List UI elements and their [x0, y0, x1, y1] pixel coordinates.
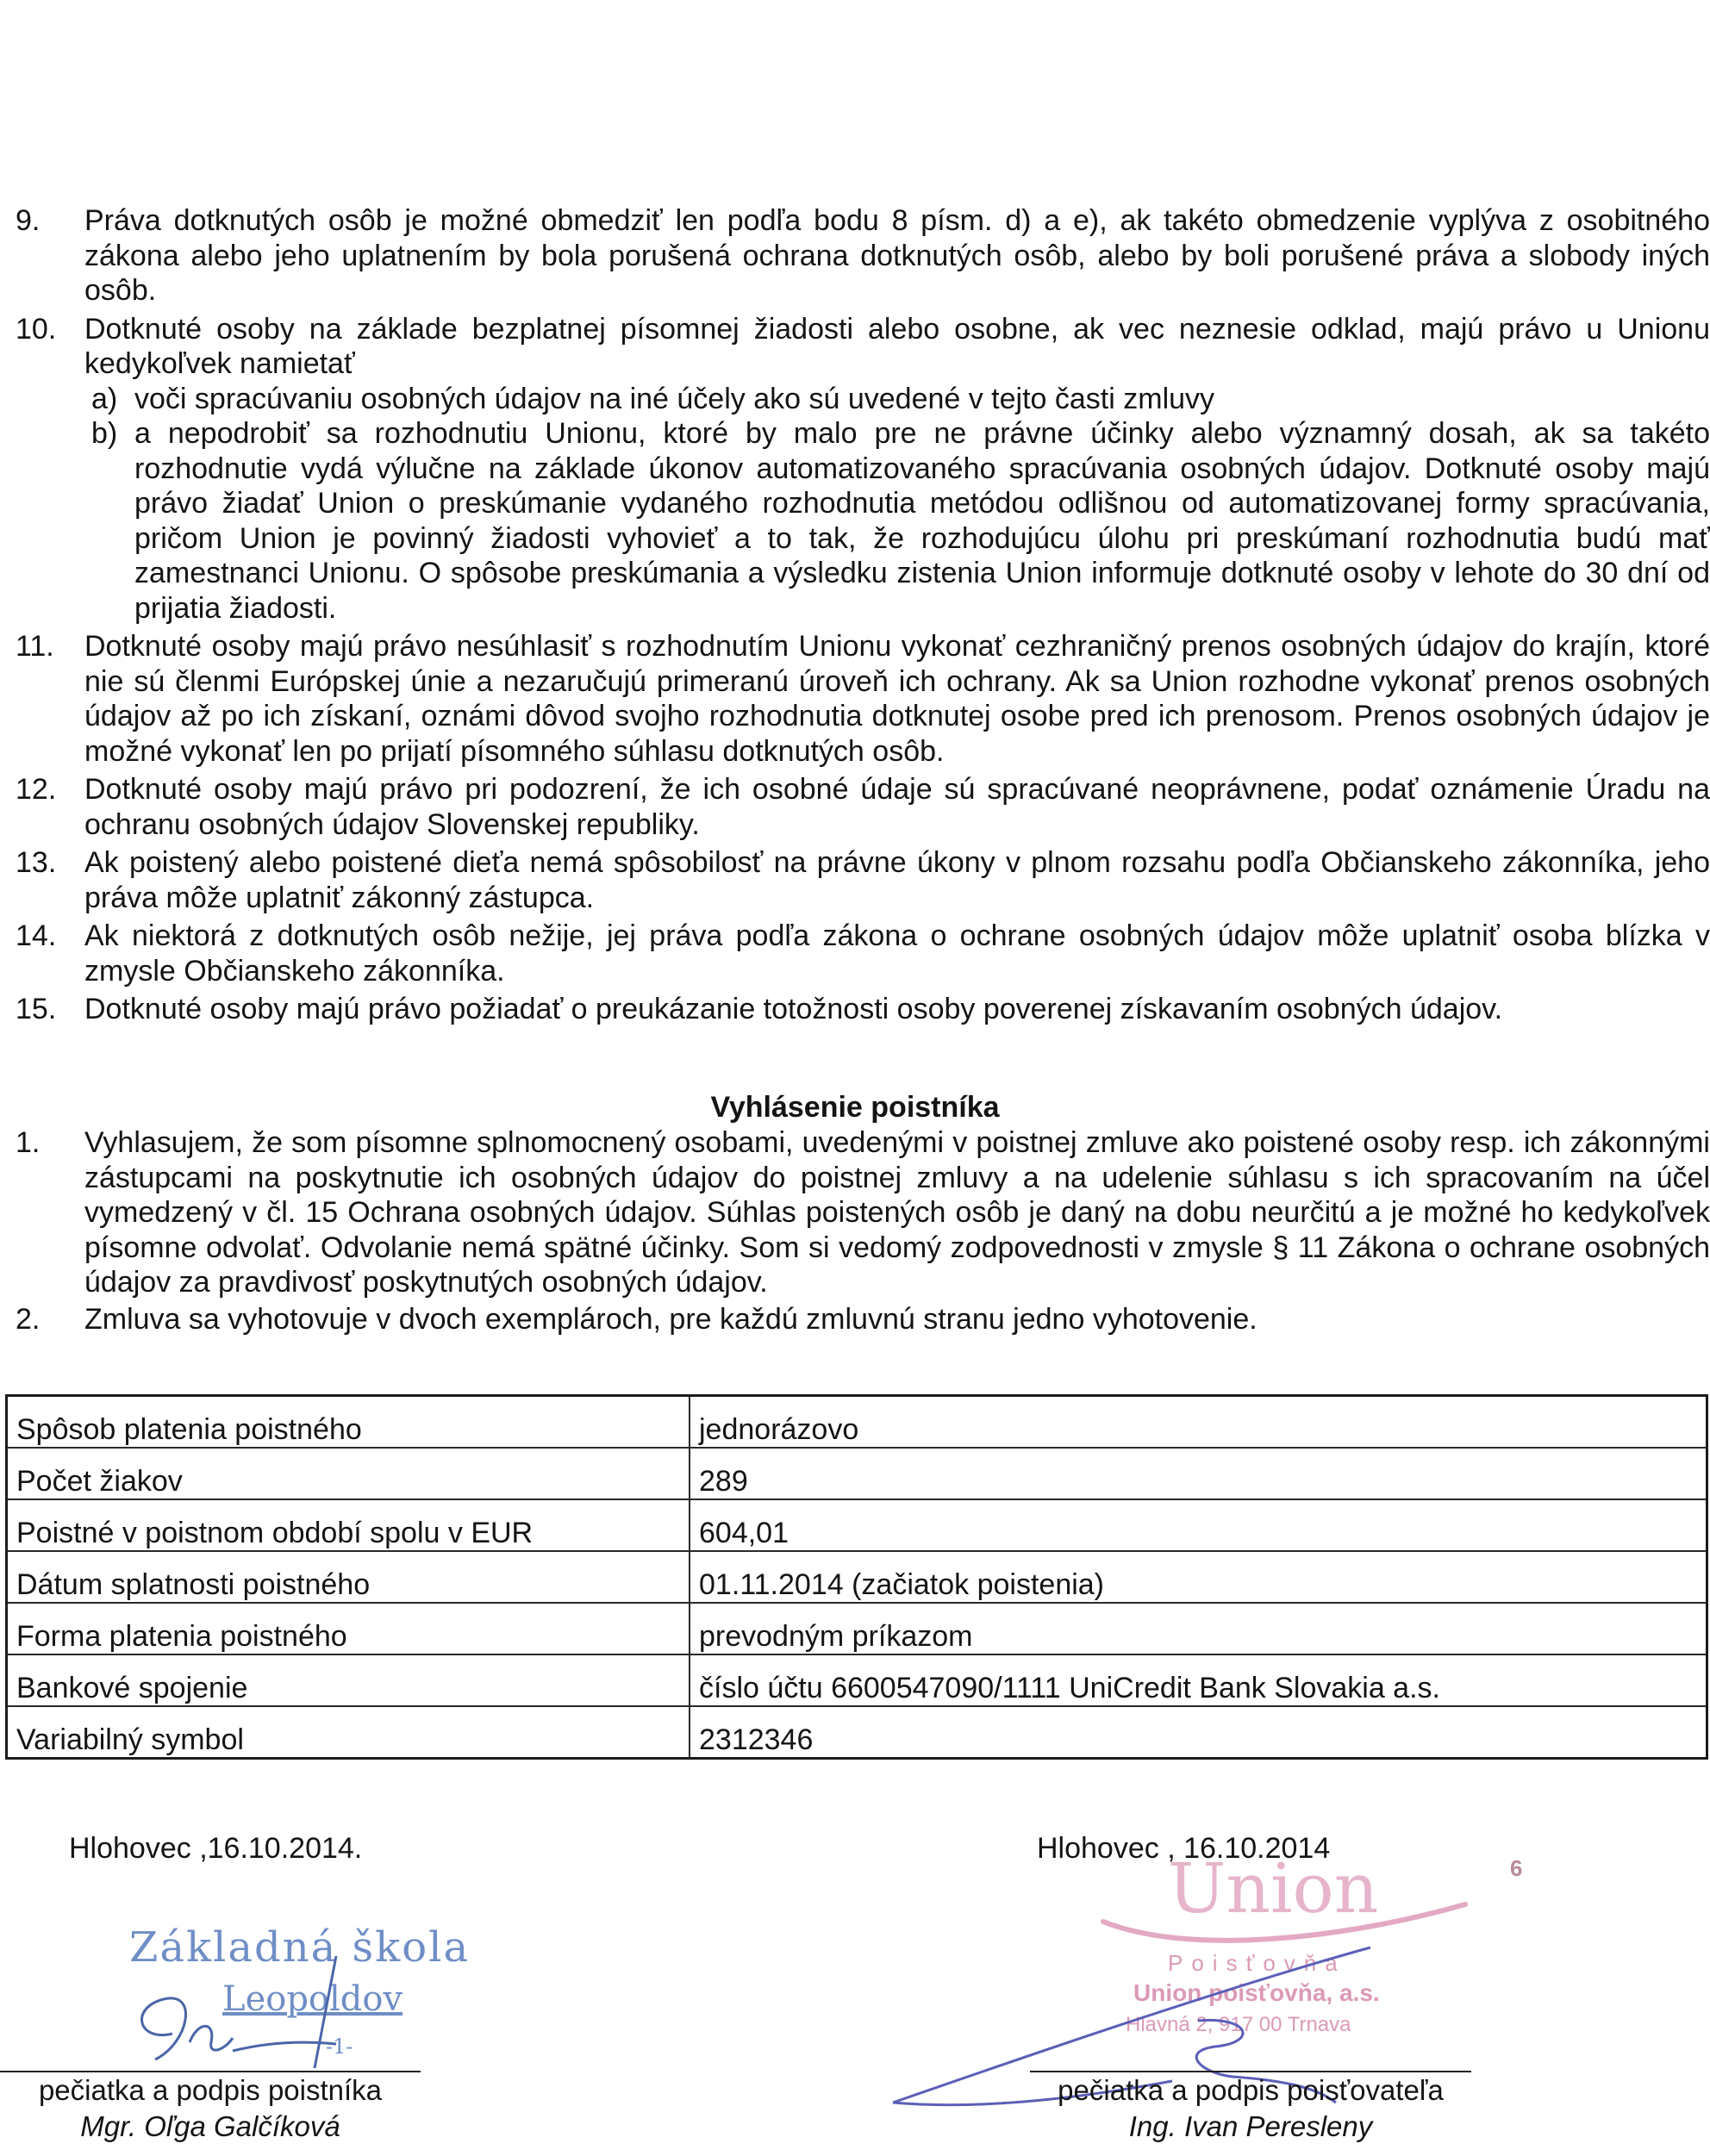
item-number: 13.	[16, 846, 57, 879]
item-text: Dotknuté osoby majú právo požiadať o preukázanie totožnosti osoby poverenej získavaním osobných údajov.	[84, 993, 1503, 1025]
list-item	[16, 1125, 1710, 1300]
union-stamp-line: Union poisťovňa, a.s.	[1133, 1979, 1380, 2006]
table-value-cell: 01.11.2014 (začiatok poistenia)	[690, 1551, 1707, 1603]
data-subject-rights-list	[16, 203, 1710, 1031]
table-row	[7, 1551, 1707, 1603]
item-text: Zmluva sa vyhotovuje v dvoch exemplároch, pre každú zmluvnú stranu jedno vyhotovenie.	[84, 1302, 1258, 1336]
page-number: 6	[1510, 1855, 1523, 1881]
item-number: 14.	[16, 919, 57, 952]
list-item	[16, 1302, 1710, 1337]
table-row	[7, 1654, 1707, 1706]
list-item	[16, 629, 1710, 769]
table-value-cell: 604,01	[690, 1499, 1707, 1551]
table-label-cell: Spôsob platenia poistného	[7, 1396, 690, 1449]
table-row	[7, 1603, 1707, 1654]
list-item	[16, 919, 1710, 988]
declaration-list	[16, 1125, 1710, 1338]
table-row	[7, 1396, 1707, 1449]
school-stamp-line: Základná škola	[129, 1923, 471, 1972]
table-label-cell: Počet žiakov	[7, 1448, 690, 1499]
item-text: Dotknuté osoby na základe bezplatnej písomnej žiadosti alebo osobne, ak vec neznesie odklad, majú právo u Unionu kedykoľvek namietať	[84, 312, 1710, 380]
table-value-cell: 2312346	[690, 1706, 1707, 1759]
table-value-cell: prevodným príkazom	[690, 1603, 1707, 1654]
sub-item-letter: b)	[91, 417, 118, 450]
policyholder-signature	[103, 1939, 414, 2077]
sub-item-text: a nepodrobiť sa rozhodnutiu Unionu, ktoré by malo pre ne právne účinky alebo významný dosah, ak sa takéto rozhodnutie vydá výlučne na základe úkonov automatizovaného spracúvania osobných údajov. Dotknuté osoby majú právo žiadať Union o preskúmanie vydaného rozhodnutia metódou odlišnou od automatizovanej formy spracúvania, pričom Union je povinný žiadosti vyhovieť a to tak, že rozhodujúcu úlohu pri preskúmaní rozhodnutia budú mať zamestnanci Unionu. O spôsobe preskúmania a výsledku zistenia Union informuje dotknuté osoby v lehote do 30 dní od prijatia žiadosti.	[134, 417, 1710, 625]
table-label-cell: Poistné v poistnom období spolu v EUR	[7, 1499, 690, 1551]
table-label-cell: Bankové spojenie	[7, 1654, 690, 1706]
item-text: Dotknuté osoby majú právo nesúhlasiť s rozhodnutím Unionu vykonať cezhraničný prenos osobných údajov do krajín, ktoré nie sú členmi Európskej únie a nezaručujú primeranú úroveň ich ochrany. Ak sa Union rozhodne vykonať prenos osobných údajov až po ich získaní, oznámi dôvod svojho rozhodnutia dotknutej osobe pred ich prenosom. Prenos osobných údajov je možné vykonať len po prijatí písomného súhlasu dotknutých osôb.	[84, 630, 1710, 768]
list-item	[16, 203, 1710, 308]
table-label-cell: Variabilný symbol	[7, 1706, 690, 1759]
sub-item-text: voči spracúvaniu osobných údajov na iné účely ako sú uvedené v tejto časti zmluvy	[134, 382, 1215, 415]
table-row	[7, 1499, 1707, 1551]
item-number: 10.	[16, 312, 57, 346]
insurer-signature-label: pečiatka a podpis poisťovateľa	[1058, 2074, 1444, 2106]
item-text: Dotknuté osoby majú právo pri podozrení, že ich osobné údaje sú spracúvané neoprávnene, podať oznámenie Úradu na ochranu osobných údajov Slovenskej republiky.	[84, 773, 1710, 841]
table-label-cell: Dátum splatnosti poistného	[7, 1551, 690, 1603]
insurer-place-date: Hlohovec , 16.10.2014	[1037, 1832, 1331, 1865]
sub-list-item	[84, 382, 1710, 417]
insurer-name: Ing. Ivan Peresleny	[1128, 2110, 1373, 2142]
school-stamp-line: Leopoldov	[222, 1979, 403, 2019]
item-text: Práva dotknutých osôb je možné obmedziť len podľa bodu 8 písm. d) a e), ak takéto obmedzenie vyplýva z osobitného zákona alebo jeho uplatnením by bola porušená ochrana dotknutých osôb, alebo by boli porušené práva a slobody iných osôb.	[84, 204, 1710, 307]
declaration-title: Vyhlásenie poistníka	[710, 1091, 1000, 1124]
item-number: 12.	[16, 773, 57, 806]
table-value-cell: číslo účtu 6600547090/1111 UniCredit Bank Slovakia a.s.	[690, 1654, 1707, 1706]
insurer-signature-line	[1030, 2071, 1471, 2072]
item-number: 9.	[16, 204, 41, 237]
union-logo: Union	[1168, 1848, 1379, 1929]
table-value-cell: 289	[690, 1448, 1707, 1499]
union-stamp-line: Hlavná 2, 917 00 Trnava	[1126, 2013, 1351, 2036]
item-number: 1.	[16, 1126, 41, 1159]
payment-summary-table	[5, 1394, 1708, 1760]
item-number: 2.	[16, 1302, 41, 1336]
sub-item-letter: a)	[91, 382, 118, 415]
school-stamp-line: -1-	[326, 2034, 353, 2059]
item-text: Ak poistený alebo poistené dieťa nemá spôsobilosť na právne úkony v plnom rozsahu podľa Občianskeho zákonníka, jeho práva môže uplatniť zákonný zástupca.	[84, 846, 1710, 914]
union-stamp-line: Poisťovňa	[1168, 1950, 1346, 1976]
table-label-cell: Forma platenia poistného	[7, 1603, 690, 1654]
policyholder-name: Mgr. Oľga Galčíková	[80, 2110, 340, 2142]
table-value-cell: jednorázovo	[690, 1396, 1707, 1449]
list-item	[16, 772, 1710, 842]
item-number: 15.	[16, 993, 57, 1025]
policyholder-place-date: Hlohovec ,16.10.2014.	[69, 1832, 363, 1865]
list-item	[16, 992, 1710, 1027]
item-text: Vyhlasujem, že som písomne splnomocnený osobami, uvedenými v poistnej zmluve ako poistené osoby resp. ich zákonnými zástupcami na poskytnutie ich osobných údajov do poistnej zmluvy a na udelenie súhlasu s ich spracovaním na účel vymedzený v čl. 15 Ochrana osobných údajov. Súhlas poistených osôb je daný na dobu neurčitú a je možné ho kedykoľvek písomne odvolať. Odvolanie nemá spätné účinky. Som si vedomý zodpovednosti v zmysle § 11 Zákona o ochrane osobných údajov za pravdivosť poskytnutých osobných údajov.	[84, 1126, 1710, 1299]
table-row	[7, 1448, 1707, 1499]
item-number: 11.	[16, 630, 54, 663]
policyholder-signature-line	[0, 2071, 421, 2072]
item-text: Ak niektorá z dotknutých osôb nežije, jej práva podľa zákona o ochrane osobných údajov môže uplatniť osoba blízka v zmysle Občianskeho zákonníka.	[84, 919, 1710, 988]
sub-list	[84, 382, 1710, 626]
policyholder-signature-label: pečiatka a podpis poistníka	[38, 2074, 383, 2106]
list-item	[16, 845, 1710, 915]
sub-list-item	[84, 416, 1710, 626]
table-row	[7, 1706, 1707, 1759]
list-item	[16, 312, 1710, 626]
